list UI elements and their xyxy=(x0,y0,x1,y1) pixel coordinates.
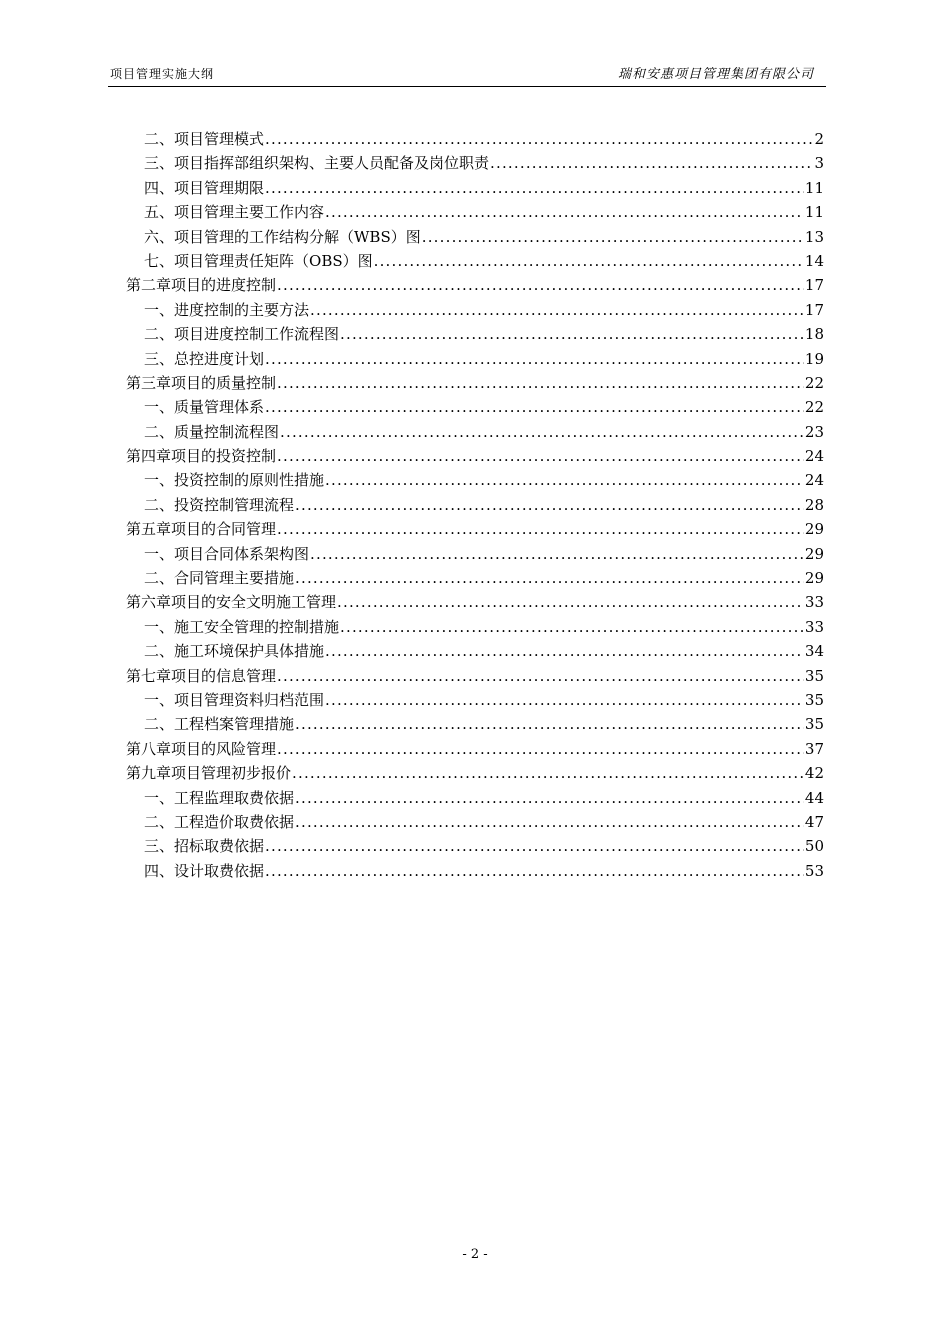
toc-dot-leader xyxy=(337,590,804,614)
toc-entry-page-number: 33 xyxy=(804,617,824,636)
toc-dot-leader xyxy=(265,127,813,151)
toc-entry-page-number: 28 xyxy=(804,495,824,514)
toc-entry-number: 一、 xyxy=(144,398,175,417)
toc-entry-page-number: 22 xyxy=(804,398,824,417)
toc-dot-leader xyxy=(265,834,804,858)
toc-entry[interactable] xyxy=(126,517,824,541)
toc-entry[interactable] xyxy=(126,249,824,273)
toc-entry-title: 项目管理责任矩阵（OBS）图 xyxy=(174,251,373,270)
toc-entry-page-number: 24 xyxy=(804,471,824,490)
toc-dot-leader xyxy=(310,298,804,322)
toc-dot-leader xyxy=(325,688,804,712)
toc-entry[interactable] xyxy=(126,468,824,492)
toc-entry-number: 六、 xyxy=(144,227,175,246)
toc-entry-page-number: 3 xyxy=(814,154,824,173)
toc-entry[interactable] xyxy=(126,712,824,736)
toc-entry-page-number: 29 xyxy=(804,569,824,588)
toc-dot-leader xyxy=(295,493,804,517)
toc-entry-page-number: 11 xyxy=(804,203,824,222)
toc-entry[interactable] xyxy=(126,786,824,810)
toc-entry-title: 项目管理资料归档范围 xyxy=(174,690,325,709)
toc-entry-page-number: 2 xyxy=(814,130,824,148)
toc-entry-title: 质量管理体系 xyxy=(174,398,265,417)
toc-entry-number: 三、 xyxy=(144,837,175,856)
toc-dot-leader xyxy=(277,444,804,468)
toc-entry-page-number: 19 xyxy=(804,349,824,368)
toc-entry[interactable] xyxy=(126,664,824,688)
toc-entry-number: 二、 xyxy=(144,812,175,831)
toc-entry-page-number: 47 xyxy=(804,812,824,831)
toc-entry[interactable] xyxy=(126,542,824,566)
toc-entry-title: 项目管理主要工作内容 xyxy=(174,203,325,222)
toc-entry[interactable] xyxy=(126,176,824,200)
toc-entry-title: 项目管理的工作结构分解（WBS）图 xyxy=(174,227,421,246)
toc-dot-leader xyxy=(277,737,804,761)
toc-entry[interactable] xyxy=(126,298,824,322)
toc-entry-title: 项目的合同管理 xyxy=(171,520,277,539)
toc-entry-number: 一、 xyxy=(144,300,175,319)
toc-entry[interactable] xyxy=(126,444,824,468)
toc-entry-page-number: 13 xyxy=(804,227,824,246)
toc-entry-page-number: 17 xyxy=(804,276,824,295)
toc-dot-leader xyxy=(374,249,804,273)
toc-entry-title: 项目指挥部组织架构、主要人员配备及岗位职责 xyxy=(174,154,490,173)
toc-entry-title: 工程造价取费依据 xyxy=(174,812,295,831)
toc-entry-title: 项目合同体系架构图 xyxy=(174,544,310,563)
toc-entry-number: 七、 xyxy=(144,251,175,270)
toc-entry[interactable] xyxy=(126,273,824,297)
toc-entry-number: 第三章 xyxy=(126,373,172,392)
toc-entry-number: 一、 xyxy=(144,471,175,490)
toc-entry-title: 施工环境保护具体措施 xyxy=(174,642,325,661)
toc-entry[interactable] xyxy=(126,151,824,175)
toc-entry-page-number: 44 xyxy=(804,788,824,807)
toc-entry[interactable] xyxy=(126,420,824,444)
toc-entry-number: 二、 xyxy=(144,422,175,441)
toc-entry-page-number: 24 xyxy=(804,447,824,466)
toc-dot-leader xyxy=(295,786,804,810)
toc-entry[interactable] xyxy=(126,127,824,151)
toc-entry-number: 一、 xyxy=(144,544,175,563)
toc-entry-page-number: 37 xyxy=(804,739,824,758)
toc-dot-leader xyxy=(265,176,804,200)
page-header xyxy=(108,60,826,87)
toc-entry-page-number: 33 xyxy=(804,593,824,612)
toc-entry-title: 项目管理模式 xyxy=(174,130,265,148)
toc-entry[interactable] xyxy=(126,639,824,663)
toc-entry[interactable] xyxy=(126,761,824,785)
toc-dot-leader xyxy=(295,566,804,590)
toc-entry-number: 第九章 xyxy=(126,764,172,783)
toc-dot-leader xyxy=(490,151,813,175)
toc-entry-page-number: 17 xyxy=(804,300,824,319)
toc-entry-title: 项目的进度控制 xyxy=(171,276,277,295)
toc-entry-page-number: 22 xyxy=(804,373,824,392)
toc-entry-number: 第四章 xyxy=(126,447,172,466)
toc-dot-leader xyxy=(265,347,804,371)
toc-entry-number: 二、 xyxy=(144,495,175,514)
toc-entry[interactable] xyxy=(126,737,824,761)
toc-entry-page-number: 11 xyxy=(804,178,824,197)
toc-entry-number: 二、 xyxy=(144,715,175,734)
toc-entry-number: 二、 xyxy=(144,325,175,344)
toc-entry-title: 项目的质量控制 xyxy=(171,373,277,392)
toc-entry-number: 一、 xyxy=(144,617,175,636)
toc-entry-page-number: 18 xyxy=(804,325,824,344)
toc-entry[interactable] xyxy=(126,810,824,834)
toc-entry[interactable] xyxy=(126,688,824,712)
toc-entry[interactable] xyxy=(126,834,824,858)
toc-entry-number: 第六章 xyxy=(126,593,172,612)
toc-entry-number: 四、 xyxy=(144,178,175,197)
toc-entry-number: 二、 xyxy=(144,642,175,661)
toc-entry-title: 工程档案管理措施 xyxy=(174,715,295,734)
toc-dot-leader xyxy=(292,761,804,785)
toc-dot-leader xyxy=(277,273,804,297)
toc-entry-page-number: 35 xyxy=(804,666,824,685)
toc-entry-number: 一、 xyxy=(144,788,175,807)
toc-entry-page-number: 53 xyxy=(804,861,824,880)
toc-entry-title: 投资控制管理流程 xyxy=(174,495,295,514)
toc-entry[interactable] xyxy=(126,322,824,346)
toc-entry-number: 一、 xyxy=(144,690,175,709)
toc-entry-title: 项目的安全文明施工管理 xyxy=(171,593,337,612)
toc-entry-title: 项目进度控制工作流程图 xyxy=(174,325,340,344)
toc-entry-page-number: 34 xyxy=(804,642,824,661)
toc-entry[interactable] xyxy=(126,225,824,249)
table-of-contents xyxy=(126,127,824,883)
toc-dot-leader xyxy=(325,200,804,224)
toc-entry-title: 合同管理主要措施 xyxy=(174,569,295,588)
toc-entry[interactable] xyxy=(126,371,824,395)
toc-entry-page-number: 42 xyxy=(804,764,824,783)
toc-entry-title: 招标取费依据 xyxy=(174,837,265,856)
toc-dot-leader xyxy=(277,371,804,395)
toc-dot-leader xyxy=(265,395,804,419)
toc-dot-leader xyxy=(295,712,804,736)
toc-entry[interactable] xyxy=(126,615,824,639)
toc-entry-title: 进度控制的主要方法 xyxy=(174,300,310,319)
toc-entry-title: 投资控制的原则性措施 xyxy=(174,471,325,490)
toc-entry-title: 项目的风险管理 xyxy=(171,739,277,758)
toc-entry-number: 第七章 xyxy=(126,666,172,685)
toc-dot-leader xyxy=(265,859,804,883)
toc-entry[interactable] xyxy=(126,395,824,419)
header-company-name: 瑞和安惠项目管理集团有限公司 xyxy=(617,67,814,82)
toc-entry-page-number: 50 xyxy=(804,837,824,856)
toc-entry-page-number: 23 xyxy=(804,422,824,441)
toc-entry[interactable] xyxy=(126,347,824,371)
toc-entry-title: 质量控制流程图 xyxy=(174,422,280,441)
toc-entry[interactable] xyxy=(126,493,824,517)
toc-entry-page-number: 29 xyxy=(804,544,824,563)
toc-dot-leader xyxy=(277,517,804,541)
toc-entry-page-number: 14 xyxy=(804,251,824,270)
page-number: - 2 - xyxy=(462,1247,488,1262)
toc-dot-leader xyxy=(325,468,804,492)
toc-entry-title: 施工安全管理的控制措施 xyxy=(174,617,340,636)
toc-entry-title: 项目的信息管理 xyxy=(171,666,277,685)
toc-entry-title: 项目管理期限 xyxy=(174,178,265,197)
toc-entry-number: 二、 xyxy=(144,569,175,588)
toc-entry-number: 四、 xyxy=(144,861,175,880)
toc-dot-leader xyxy=(340,615,804,639)
toc-dot-leader xyxy=(295,810,804,834)
toc-entry-number: 五、 xyxy=(144,203,175,222)
toc-entry-title: 工程监理取费依据 xyxy=(174,788,295,807)
toc-entry-number: 三、 xyxy=(144,349,175,368)
toc-entry-number: 第八章 xyxy=(126,739,172,758)
toc-entry-title: 设计取费依据 xyxy=(174,861,265,880)
header-document-title: 项目管理实施大纲 xyxy=(110,67,215,81)
toc-dot-leader xyxy=(340,322,804,346)
toc-entry-title: 项目管理初步报价 xyxy=(171,764,292,783)
toc-dot-leader xyxy=(325,639,804,663)
toc-dot-leader xyxy=(422,225,804,249)
toc-entry[interactable] xyxy=(126,859,824,883)
toc-entry-number: 三、 xyxy=(144,154,175,173)
toc-entry-number: 二、 xyxy=(144,130,175,148)
toc-dot-leader xyxy=(280,420,804,444)
toc-entry[interactable] xyxy=(126,590,824,614)
toc-entry-number: 第五章 xyxy=(126,520,172,539)
toc-entry-page-number: 35 xyxy=(804,690,824,709)
toc-entry[interactable] xyxy=(126,200,824,224)
toc-dot-leader xyxy=(277,664,804,688)
toc-entry[interactable] xyxy=(126,566,824,590)
toc-entry-title: 总控进度计划 xyxy=(174,349,265,368)
toc-entry-title: 项目的投资控制 xyxy=(171,447,277,466)
toc-entry-number: 第二章 xyxy=(126,276,172,295)
toc-entry-page-number: 29 xyxy=(804,520,824,539)
toc-dot-leader xyxy=(310,542,804,566)
toc-entry-page-number: 35 xyxy=(804,715,824,734)
